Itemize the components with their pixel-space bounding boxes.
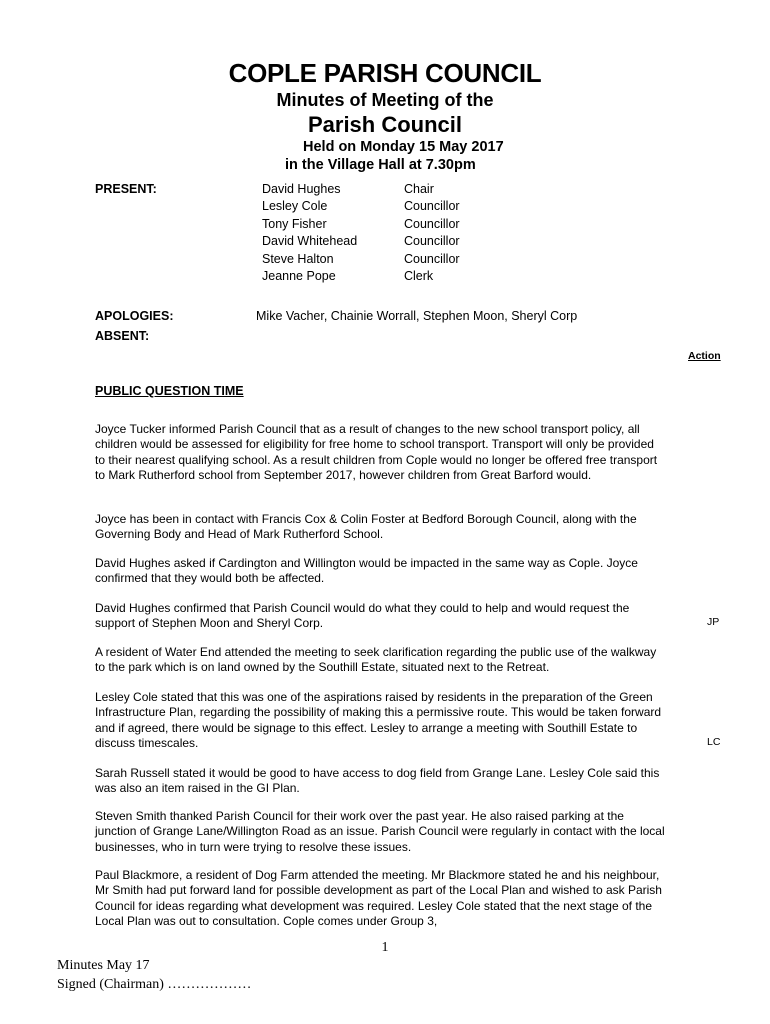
- attendee-role: Councillor: [404, 217, 460, 231]
- attendee-row: [262, 182, 562, 199]
- attendee-row: [262, 269, 562, 286]
- meeting-date: Held on Monday 15 May 2017: [303, 139, 504, 155]
- minutes-paragraph: Steven Smith thanked Parish Council for their work over the past year. He also raised parking at the junction of Grange Lane/Willington Road as an issue. Parish Council were regularly in contact with the local businesses, who in turn were trying to resolve these issues.: [95, 809, 665, 854]
- action-initials: JP: [707, 616, 720, 628]
- minutes-paragraph: David Hughes asked if Cardington and Willington would be impacted in the same way as Cople. Joyce confirmed that they would both be affected.: [95, 556, 638, 586]
- attendee-row: [262, 199, 562, 216]
- document-title: COPLE PARISH COUNCIL: [228, 58, 542, 88]
- minutes-paragraph: A resident of Water End attended the meeting to seek clarification regarding the public use of the walkway to the park which is on land owned by the Southill Estate, situated next to the Retreat.: [95, 645, 657, 675]
- attendee-name: Steve Halton: [262, 252, 334, 266]
- action-column-header: Action: [688, 350, 721, 362]
- attendee-name: Tony Fisher: [262, 217, 327, 231]
- attendee-role: Councillor: [404, 199, 460, 213]
- meeting-body: Parish Council: [307, 112, 463, 137]
- minutes-paragraph: David Hughes confirmed that Parish Council would do what they could to help and would request the support of Stephen Moon and Sheryl Corp.: [95, 601, 630, 631]
- minutes-paragraph: Joyce Tucker informed Parish Council that as a result of changes to the new school transport policy, all children would be assessed for eligibility for free home to school transport. Transport will only be provided to their nearest qualifying school. As a result children from Cople would no longer be offered free transport to Mark Rutherford school from September 2017, however children from Great Barford would.: [95, 422, 658, 483]
- present-label: PRESENT:: [95, 182, 157, 196]
- attendee-name: David Hughes: [262, 182, 341, 196]
- attendee-name: Lesley Cole: [262, 199, 328, 213]
- minutes-paragraph: Sarah Russell stated it would be good to have access to dog field from Grange Lane. Lesley Cole said this was also an item raised in the GI Plan.: [95, 766, 660, 796]
- attendee-row: [262, 252, 562, 269]
- minutes-paragraph: Paul Blackmore, a resident of Dog Farm attended the meeting. Mr Blackmore stated he and his neighbour, Mr Smith had put forward land for possible development as part of the Local Plan and wished to ask Parish Council for ideas regarding what development was required. Lesley Cole stated that the next stage of the Local Plan was out to consultation. Cople comes under Group 3,: [95, 868, 662, 929]
- footer-minutes-date: Minutes May 17: [57, 958, 150, 973]
- section-title: PUBLIC QUESTION TIME: [95, 384, 244, 398]
- minutes-paragraph: Lesley Cole stated that this was one of the aspirations raised by residents in the preparation of the Green Infrastructure Plan, regarding the possibility of making this a permissive route. This would be taken forward and if agreed, there would be signage to this effect. Lesley to arrange a meeting with Southill Estate to discuss timescales.: [95, 690, 662, 751]
- apologies-names: Mike Vacher, Chainie Worrall, Stephen Moon, Sheryl Corp: [256, 309, 578, 323]
- absent-label: ABSENT:: [95, 329, 150, 343]
- attendee-row: [262, 217, 562, 234]
- attendee-role: Clerk: [404, 269, 434, 283]
- attendee-row: [262, 234, 562, 251]
- document-subtitle: Minutes of Meeting of the: [276, 90, 494, 110]
- attendee-name: Jeanne Pope: [262, 269, 336, 283]
- attendee-name: David Whitehead: [262, 234, 358, 248]
- attendee-role: Councillor: [404, 252, 460, 266]
- action-initials: LC: [707, 736, 721, 748]
- page-number: 1: [381, 940, 389, 955]
- attendee-role: Councillor: [404, 234, 460, 248]
- minutes-paragraph: Joyce has been in contact with Francis Cox & Colin Foster at Bedford Borough Council, along with the Governing Body and Head of Mark Rutherford School.: [95, 512, 637, 542]
- meeting-venue: in the Village Hall at 7.30pm: [285, 157, 476, 173]
- footer-signature-line: Signed (Chairman) ………………: [57, 977, 252, 992]
- apologies-label: APOLOGIES:: [95, 309, 174, 323]
- attendee-role: Chair: [404, 182, 434, 196]
